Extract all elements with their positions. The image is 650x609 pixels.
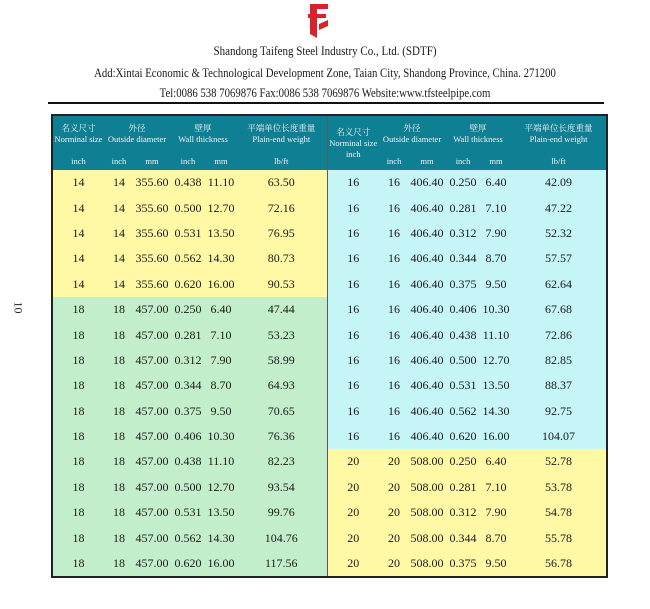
- right-weight-cell: 82.85: [511, 348, 607, 373]
- unit-inch: inch: [104, 152, 134, 170]
- right-od-mm-cell: 406.40: [409, 424, 445, 449]
- company-contact: Tel:0086 538 7069876 Fax:0086 538 7069876 Website:www.tfsteelpipe.com: [159, 86, 491, 100]
- right-wt-in-cell: 0.375: [445, 272, 481, 297]
- company-logo-icon: [308, 4, 330, 38]
- left-od-in-cell: 14: [104, 221, 134, 246]
- left-od-in-cell: 18: [104, 500, 134, 525]
- left-od-mm-cell: 457.00: [134, 449, 170, 474]
- left-od-in-cell: 14: [104, 170, 134, 195]
- table-body: [52, 170, 607, 577]
- right-od-mm-cell: 406.40: [409, 322, 445, 347]
- header-wall-en: Wall thickness: [453, 134, 503, 144]
- table-row: [52, 424, 607, 449]
- left-wt-in-cell: 0.312: [170, 348, 206, 373]
- right-wt-mm-cell: 9.50: [481, 272, 511, 297]
- left-wt-mm-cell: 16.00: [206, 272, 236, 297]
- left-wt-in-cell: 0.250: [170, 297, 206, 322]
- left-wt-in-cell: 0.375: [170, 399, 206, 424]
- right-wt-mm-cell: 8.70: [481, 525, 511, 550]
- header-wall-cn: 壁厚: [194, 123, 212, 133]
- left-od-in-cell: 18: [104, 449, 134, 474]
- header-od-en: Outside diameter: [382, 134, 442, 144]
- left-wt-in-cell: 0.562: [170, 525, 206, 550]
- unit-inch: inch: [379, 152, 409, 170]
- right-nominal-cell: 16: [327, 246, 379, 271]
- right-od-mm-cell: 406.40: [409, 348, 445, 373]
- left-wt-mm-cell: 9.50: [206, 399, 236, 424]
- header-weight-right: [511, 115, 607, 152]
- left-wt-in-cell: 0.406: [170, 424, 206, 449]
- header-od-cn: 外径: [403, 123, 421, 133]
- left-nominal-cell: 18: [52, 322, 104, 347]
- right-nominal-cell: 16: [327, 195, 379, 220]
- header-nominal-left: [52, 115, 104, 152]
- right-wt-in-cell: 0.438: [445, 322, 481, 347]
- left-nominal-cell: 18: [52, 449, 104, 474]
- left-od-mm-cell: 355.60: [134, 195, 170, 220]
- left-wt-in-cell: 0.500: [170, 475, 206, 500]
- left-od-in-cell: 14: [104, 246, 134, 271]
- header-wall-right: [445, 115, 511, 152]
- right-nominal-cell: 16: [327, 322, 379, 347]
- right-wt-in-cell: 0.620: [445, 424, 481, 449]
- right-wt-mm-cell: 7.90: [481, 500, 511, 525]
- header-nominal-cn: 名义尺寸: [336, 126, 371, 137]
- right-od-mm-cell: 406.40: [409, 221, 445, 246]
- right-wt-in-cell: 0.281: [445, 475, 481, 500]
- right-wt-mm-cell: 7.10: [481, 475, 511, 500]
- right-wt-mm-cell: 13.50: [481, 373, 511, 398]
- left-wt-mm-cell: 6.40: [206, 297, 236, 322]
- right-wt-mm-cell: 8.70: [481, 246, 511, 271]
- left-weight-cell: 99.76: [236, 500, 327, 525]
- right-weight-cell: 53.78: [511, 475, 607, 500]
- left-wt-mm-cell: 12.70: [206, 475, 236, 500]
- table-row: [52, 373, 607, 398]
- table-row: [52, 551, 607, 577]
- left-od-in-cell: 18: [104, 348, 134, 373]
- left-wt-mm-cell: 14.30: [206, 525, 236, 550]
- left-nominal-cell: 14: [52, 246, 104, 271]
- table-row: [52, 500, 607, 525]
- right-od-in-cell: 20: [379, 449, 409, 474]
- right-od-in-cell: 20: [379, 475, 409, 500]
- left-wt-in-cell: 0.620: [170, 272, 206, 297]
- table-row: [52, 195, 607, 220]
- header-wall-en: Wall thickness: [178, 134, 228, 144]
- right-wt-in-cell: 0.281: [445, 195, 481, 220]
- left-od-mm-cell: 355.60: [134, 246, 170, 271]
- left-nominal-cell: 18: [52, 525, 104, 550]
- left-wt-in-cell: 0.620: [170, 551, 206, 577]
- right-od-in-cell: 20: [379, 551, 409, 577]
- right-od-mm-cell: 508.00: [409, 475, 445, 500]
- right-od-mm-cell: 508.00: [409, 525, 445, 550]
- right-wt-in-cell: 0.250: [445, 170, 481, 195]
- left-wt-in-cell: 0.500: [170, 195, 206, 220]
- left-weight-cell: 72.16: [236, 195, 327, 220]
- header-nominal-cn: 名义尺寸: [61, 123, 96, 133]
- right-od-in-cell: 16: [379, 297, 409, 322]
- left-wt-mm-cell: 16.00: [206, 551, 236, 577]
- header-nominal-en: Norminal size: [54, 134, 103, 144]
- left-od-in-cell: 18: [104, 424, 134, 449]
- unit-inch: inch: [170, 152, 206, 170]
- header-wall-left: [170, 115, 236, 152]
- right-nominal-cell: 20: [327, 500, 379, 525]
- left-od-in-cell: 18: [104, 373, 134, 398]
- right-nominal-cell: 16: [327, 424, 379, 449]
- right-wt-in-cell: 0.406: [445, 297, 481, 322]
- left-wt-in-cell: 0.438: [170, 170, 206, 195]
- left-od-mm-cell: 457.00: [134, 322, 170, 347]
- left-od-mm-cell: 457.00: [134, 525, 170, 550]
- right-weight-cell: 56.78: [511, 551, 607, 577]
- right-weight-cell: 52.32: [511, 221, 607, 246]
- left-weight-cell: 104.76: [236, 525, 327, 550]
- right-nominal-cell: 20: [327, 525, 379, 550]
- right-weight-cell: 104.07: [511, 424, 607, 449]
- left-od-mm-cell: 355.60: [134, 170, 170, 195]
- left-od-in-cell: 18: [104, 551, 134, 577]
- right-wt-mm-cell: 11.10: [481, 322, 511, 347]
- right-wt-in-cell: 0.531: [445, 373, 481, 398]
- left-od-mm-cell: 457.00: [134, 475, 170, 500]
- right-wt-mm-cell: 6.40: [481, 170, 511, 195]
- left-nominal-cell: 18: [52, 475, 104, 500]
- header-row-labels: [52, 115, 607, 152]
- logo-mark: [308, 4, 328, 38]
- left-nominal-cell: 18: [52, 297, 104, 322]
- header-weight-en: Plain-end weight: [529, 134, 588, 144]
- left-wt-mm-cell: 7.90: [206, 348, 236, 373]
- right-od-mm-cell: 508.00: [409, 500, 445, 525]
- right-wt-in-cell: 0.312: [445, 500, 481, 525]
- table-row: [52, 246, 607, 271]
- right-wt-in-cell: 0.375: [445, 551, 481, 577]
- left-nominal-cell: 14: [52, 221, 104, 246]
- right-nominal-cell: 16: [327, 170, 379, 195]
- left-nominal-cell: 18: [52, 500, 104, 525]
- unit-mm: mm: [409, 152, 445, 170]
- unit-lbft: lb/ft: [236, 152, 327, 170]
- right-weight-cell: 54.78: [511, 500, 607, 525]
- right-weight-cell: 88.37: [511, 373, 607, 398]
- left-od-mm-cell: 355.60: [134, 221, 170, 246]
- unit-mm: mm: [206, 152, 236, 170]
- left-wt-in-cell: 0.344: [170, 373, 206, 398]
- right-wt-mm-cell: 7.10: [481, 195, 511, 220]
- header-weight-left: [236, 115, 327, 152]
- header-od-left: [104, 115, 170, 152]
- header-nominal-en: Norminal size: [329, 137, 378, 148]
- right-wt-in-cell: 0.562: [445, 399, 481, 424]
- left-od-in-cell: 18: [104, 525, 134, 550]
- left-od-in-cell: 18: [104, 297, 134, 322]
- table-row: [52, 399, 607, 424]
- right-nominal-cell: 20: [327, 551, 379, 577]
- right-od-in-cell: 16: [379, 170, 409, 195]
- company-address: Add:Xintai Economic & Technological Development Zone, Taian City, Shandong Province, China. 271200: [94, 66, 556, 80]
- left-nominal-cell: 18: [52, 399, 104, 424]
- left-od-mm-cell: 457.00: [134, 373, 170, 398]
- table-row: [52, 322, 607, 347]
- left-nominal-cell: 14: [52, 170, 104, 195]
- right-od-in-cell: 20: [379, 500, 409, 525]
- left-nominal-cell: 18: [52, 551, 104, 577]
- right-weight-cell: 67.68: [511, 297, 607, 322]
- right-nominal-cell: 16: [327, 297, 379, 322]
- right-wt-mm-cell: 10.30: [481, 297, 511, 322]
- right-od-in-cell: 16: [379, 348, 409, 373]
- right-nominal-cell: 20: [327, 475, 379, 500]
- left-wt-mm-cell: 11.10: [206, 170, 236, 195]
- left-od-mm-cell: 457.00: [134, 399, 170, 424]
- right-wt-mm-cell: 14.30: [481, 399, 511, 424]
- unit-lbft: lb/ft: [511, 152, 607, 170]
- left-weight-cell: 70.65: [236, 399, 327, 424]
- table-row: [52, 475, 607, 500]
- left-wt-mm-cell: 11.10: [206, 449, 236, 474]
- left-nominal-cell: 18: [52, 348, 104, 373]
- right-nominal-cell: 16: [327, 221, 379, 246]
- right-wt-mm-cell: 9.50: [481, 551, 511, 577]
- left-wt-in-cell: 0.438: [170, 449, 206, 474]
- right-wt-in-cell: 0.344: [445, 525, 481, 550]
- left-wt-in-cell: 0.531: [170, 500, 206, 525]
- unit-mm: mm: [134, 152, 170, 170]
- left-od-in-cell: 18: [104, 322, 134, 347]
- company-name: Shandong Taifeng Steel Industry Co., Ltd. (SDTF): [213, 44, 437, 58]
- right-wt-in-cell: 0.344: [445, 246, 481, 271]
- table-row: [52, 525, 607, 550]
- header-od-cn: 外径: [128, 123, 146, 133]
- header-rule: [48, 102, 604, 104]
- right-od-mm-cell: 406.40: [409, 297, 445, 322]
- left-weight-cell: 47.44: [236, 297, 327, 322]
- page-number: 10: [11, 301, 26, 314]
- right-weight-cell: 52.78: [511, 449, 607, 474]
- table-row: [52, 170, 607, 195]
- left-nominal-cell: 14: [52, 272, 104, 297]
- right-od-in-cell: 16: [379, 272, 409, 297]
- left-wt-mm-cell: 14.30: [206, 246, 236, 271]
- left-od-in-cell: 18: [104, 399, 134, 424]
- left-wt-mm-cell: 12.70: [206, 195, 236, 220]
- right-od-in-cell: 16: [379, 399, 409, 424]
- right-od-in-cell: 16: [379, 322, 409, 347]
- right-nominal-cell: 16: [327, 399, 379, 424]
- right-od-mm-cell: 406.40: [409, 195, 445, 220]
- pipe-spec-table: [51, 114, 608, 578]
- right-weight-cell: 42.09: [511, 170, 607, 195]
- header-weight-cn: 平端单位长度重量: [524, 123, 593, 133]
- left-weight-cell: 90.53: [236, 272, 327, 297]
- right-wt-mm-cell: 6.40: [481, 449, 511, 474]
- right-od-mm-cell: 406.40: [409, 373, 445, 398]
- left-wt-in-cell: 0.562: [170, 246, 206, 271]
- table-row: [52, 297, 607, 322]
- left-weight-cell: 76.95: [236, 221, 327, 246]
- right-wt-in-cell: 0.250: [445, 449, 481, 474]
- left-weight-cell: 82.23: [236, 449, 327, 474]
- left-od-in-cell: 14: [104, 272, 134, 297]
- right-wt-mm-cell: 16.00: [481, 424, 511, 449]
- left-weight-cell: 64.93: [236, 373, 327, 398]
- header-wall-cn: 壁厚: [469, 123, 487, 133]
- right-od-mm-cell: 508.00: [409, 449, 445, 474]
- right-nominal-cell: 16: [327, 373, 379, 398]
- right-weight-cell: 47.22: [511, 195, 607, 220]
- right-wt-mm-cell: 7.90: [481, 221, 511, 246]
- header-weight-en: Plain-end weight: [252, 134, 311, 144]
- left-od-in-cell: 18: [104, 475, 134, 500]
- left-weight-cell: 117.56: [236, 551, 327, 577]
- right-od-mm-cell: 406.40: [409, 399, 445, 424]
- left-od-in-cell: 14: [104, 195, 134, 220]
- right-od-in-cell: 16: [379, 424, 409, 449]
- right-weight-cell: 57.57: [511, 246, 607, 271]
- left-wt-mm-cell: 8.70: [206, 373, 236, 398]
- right-nominal-cell: 20: [327, 449, 379, 474]
- right-weight-cell: 92.75: [511, 399, 607, 424]
- right-od-mm-cell: 406.40: [409, 246, 445, 271]
- left-od-mm-cell: 457.00: [134, 348, 170, 373]
- right-nominal-cell: 16: [327, 348, 379, 373]
- left-weight-cell: 63.50: [236, 170, 327, 195]
- right-weight-cell: 72.86: [511, 322, 607, 347]
- left-wt-in-cell: 0.281: [170, 322, 206, 347]
- header-unit-inch: inch: [345, 148, 361, 159]
- left-weight-cell: 76.36: [236, 424, 327, 449]
- left-nominal-cell: 14: [52, 195, 104, 220]
- unit-inch: inch: [445, 152, 481, 170]
- right-wt-in-cell: 0.312: [445, 221, 481, 246]
- right-wt-mm-cell: 12.70: [481, 348, 511, 373]
- left-wt-mm-cell: 7.10: [206, 322, 236, 347]
- right-od-mm-cell: 406.40: [409, 170, 445, 195]
- left-wt-mm-cell: 13.50: [206, 500, 236, 525]
- right-od-in-cell: 16: [379, 373, 409, 398]
- left-weight-cell: 93.54: [236, 475, 327, 500]
- left-nominal-cell: 18: [52, 424, 104, 449]
- header-weight-cn: 平端单位长度重量: [247, 123, 316, 133]
- right-od-in-cell: 16: [379, 246, 409, 271]
- header-od-right: [379, 115, 445, 152]
- left-wt-mm-cell: 13.50: [206, 221, 236, 246]
- unit-mm: mm: [481, 152, 511, 170]
- right-weight-cell: 62.64: [511, 272, 607, 297]
- right-od-mm-cell: 406.40: [409, 272, 445, 297]
- left-od-mm-cell: 457.00: [134, 500, 170, 525]
- left-nominal-cell: 18: [52, 373, 104, 398]
- table-row: [52, 221, 607, 246]
- table-row: [52, 272, 607, 297]
- left-od-mm-cell: 457.00: [134, 297, 170, 322]
- right-od-in-cell: 20: [379, 525, 409, 550]
- left-weight-cell: 80.73: [236, 246, 327, 271]
- left-wt-in-cell: 0.531: [170, 221, 206, 246]
- left-od-mm-cell: 355.60: [134, 272, 170, 297]
- header-od-en: Outside diameter: [107, 134, 167, 144]
- left-weight-cell: 53.23: [236, 322, 327, 347]
- left-od-mm-cell: 457.00: [134, 424, 170, 449]
- left-wt-mm-cell: 10.30: [206, 424, 236, 449]
- table-row: [52, 348, 607, 373]
- header-nominal-right: [327, 115, 379, 170]
- left-od-mm-cell: 457.00: [134, 551, 170, 577]
- right-od-in-cell: 16: [379, 221, 409, 246]
- right-weight-cell: 55.78: [511, 525, 607, 550]
- right-nominal-cell: 16: [327, 272, 379, 297]
- table-row: [52, 449, 607, 474]
- left-weight-cell: 58.99: [236, 348, 327, 373]
- right-od-in-cell: 16: [379, 195, 409, 220]
- unit-inch: inch: [52, 152, 104, 170]
- logo-swoosh: [319, 20, 328, 30]
- right-od-mm-cell: 508.00: [409, 551, 445, 577]
- right-wt-in-cell: 0.500: [445, 348, 481, 373]
